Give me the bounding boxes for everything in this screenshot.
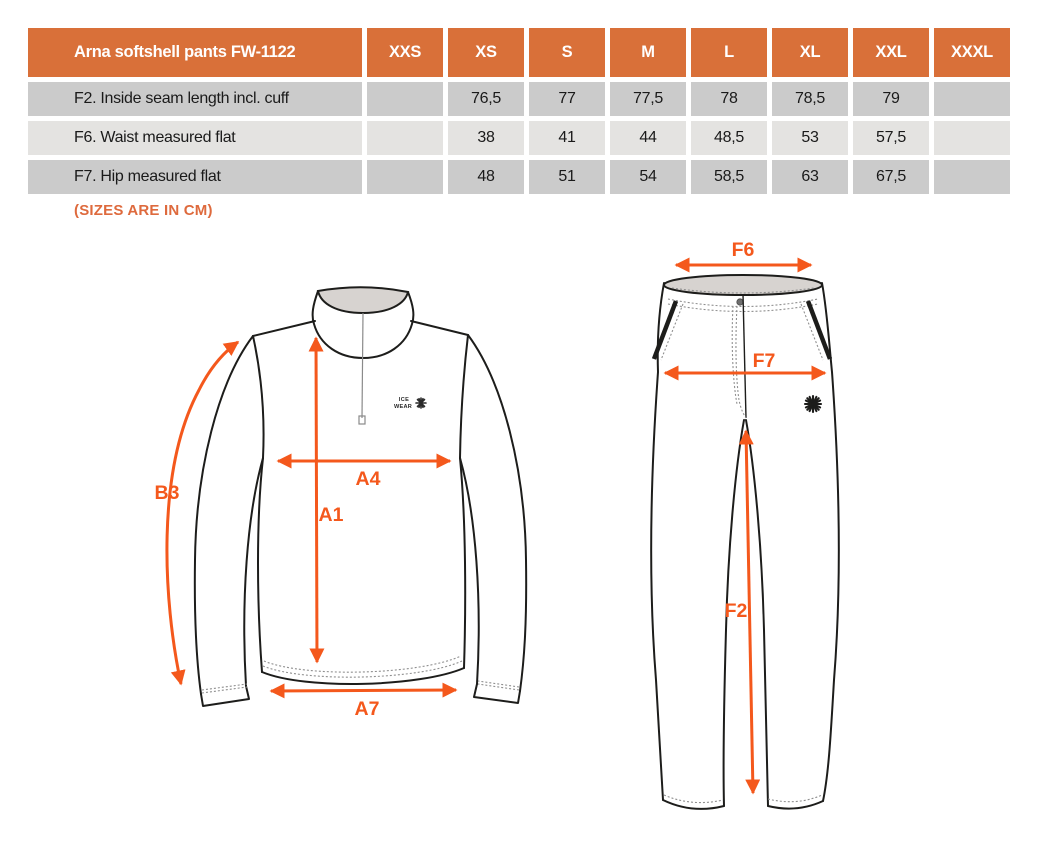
table-cell: 79: [853, 82, 929, 116]
size-header-l: L: [691, 28, 767, 77]
snowflake-icon: [416, 398, 426, 408]
table-cell: 78: [691, 82, 767, 116]
arrow-a1: [316, 338, 317, 662]
label-a4: A4: [355, 468, 381, 490]
table-cell: 51: [529, 160, 605, 194]
sizes-note: (SIZES ARE IN CM): [74, 202, 213, 219]
table-cell: 44: [610, 121, 686, 155]
table-cell: 48: [448, 160, 524, 194]
table-cell: 76,5: [448, 82, 524, 116]
zipper-line: [362, 313, 363, 418]
label-f2: F2: [724, 600, 748, 622]
table-cell: 77,5: [610, 82, 686, 116]
table-cell: 54: [610, 160, 686, 194]
table-cell: [367, 160, 443, 194]
collar-opening: [318, 287, 408, 313]
table-title: Arna softshell pants FW-1122: [28, 28, 362, 77]
pants-drawing: [651, 239, 839, 809]
waist-opening: [664, 275, 822, 295]
snowflake-logo-icon: [805, 396, 821, 412]
table-cell: 53: [772, 121, 848, 155]
size-header-xs: XS: [448, 28, 524, 77]
row-label-f2: F2. Inside seam length incl. cuff: [28, 82, 362, 116]
label-a7: A7: [354, 698, 380, 720]
size-header-xxxl: XXXL: [934, 28, 1010, 77]
table-cell: 58,5: [691, 160, 767, 194]
pants-measurements: [665, 239, 825, 793]
arrow-b3: [167, 342, 238, 684]
jacket-measurements: [155, 338, 456, 720]
logo-text-ice: ICE: [398, 397, 410, 403]
row-label-f6: F6. Waist measured flat: [28, 121, 362, 155]
label-b3: B3: [154, 482, 180, 504]
table-cell: 63: [772, 160, 848, 194]
label-a1: A1: [318, 504, 344, 526]
table-cell: 48,5: [691, 121, 767, 155]
jacket-drawing: [155, 287, 527, 720]
size-header-xxs: XXS: [367, 28, 443, 77]
icewear-logo: [394, 397, 426, 410]
table-cell: 77: [529, 82, 605, 116]
label-f6: F6: [731, 239, 755, 261]
row-label-f7: F7. Hip measured flat: [28, 160, 362, 194]
size-header-s: S: [529, 28, 605, 77]
size-header-m: M: [610, 28, 686, 77]
table-cell: 67,5: [853, 160, 929, 194]
table-cell: 41: [529, 121, 605, 155]
arrow-a7: [271, 690, 456, 691]
table-cell: [934, 82, 1010, 116]
table-cell: [934, 121, 1010, 155]
table-cell: [934, 160, 1010, 194]
logo-text-wear: WEAR: [394, 404, 412, 410]
size-header-xl: XL: [772, 28, 848, 77]
waist-button: [737, 299, 743, 305]
table-cell: [367, 121, 443, 155]
size-header-xxl: XXL: [853, 28, 929, 77]
size-table: [28, 28, 1010, 194]
label-f7: F7: [752, 350, 776, 372]
table-cell: 38: [448, 121, 524, 155]
table-cell: [367, 82, 443, 116]
table-cell: 57,5: [853, 121, 929, 155]
measurement-diagram: [0, 220, 1038, 856]
table-cell: 78,5: [772, 82, 848, 116]
